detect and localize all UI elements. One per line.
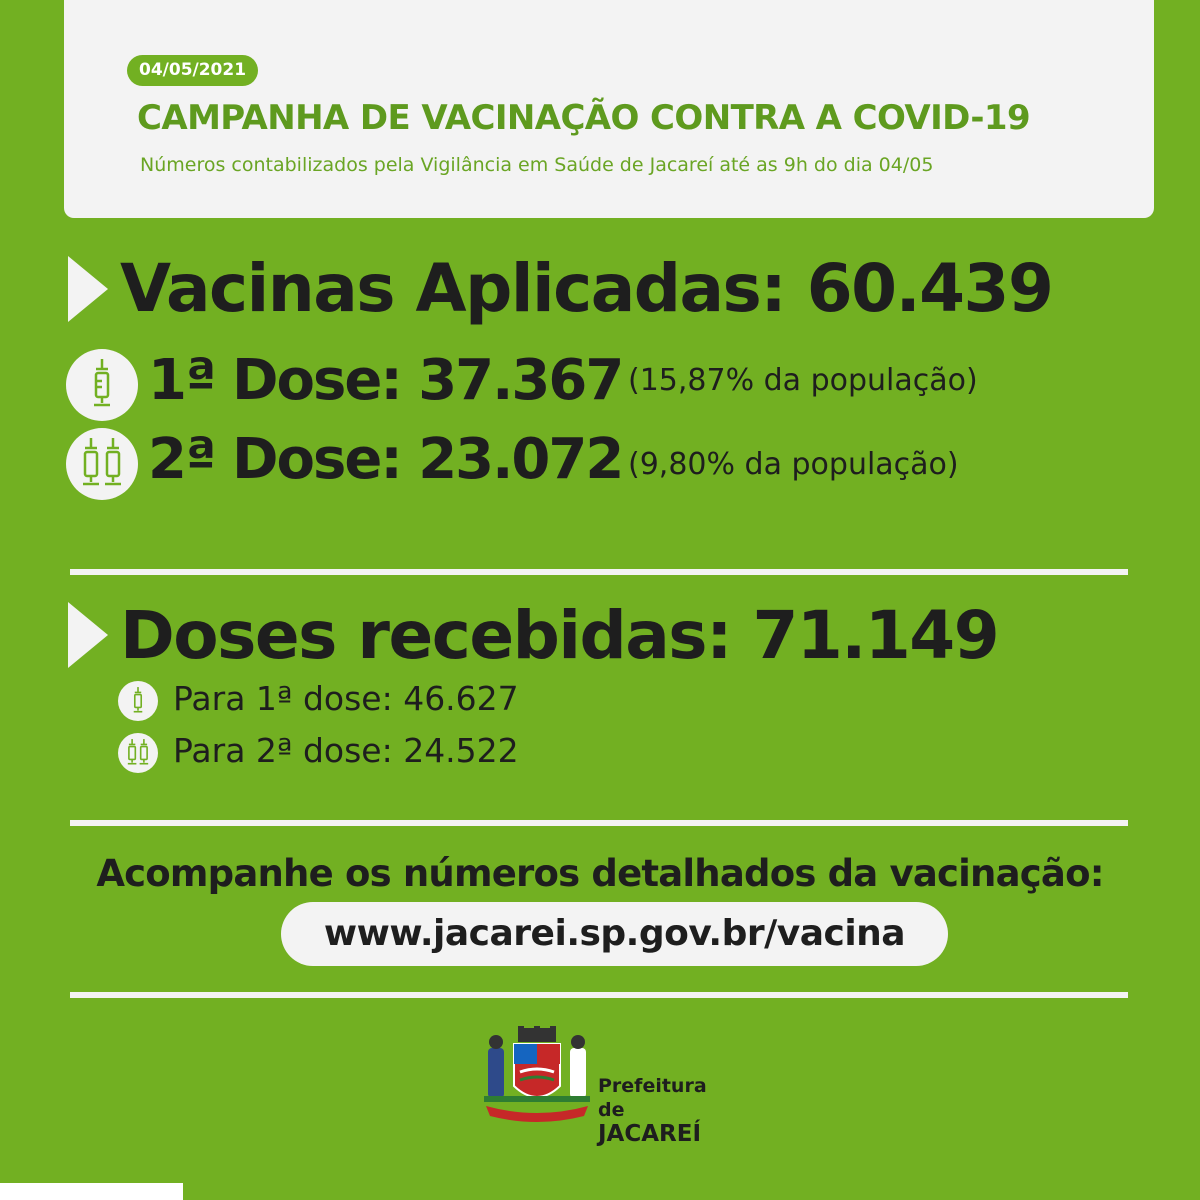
dose1-label: 1ª Dose: [148,348,401,413]
cta-text: Acompanhe os números detalhados da vacinação: [96,852,1104,895]
city-logo [478,1026,738,1147]
dose1-percentage: (15,87% da população) [628,363,978,398]
arrow-icon [68,602,108,668]
vaccine-url-link[interactable]: www.jacarei.sp.gov.br/vacina [281,902,948,966]
dose1-line [148,348,622,413]
logo-text [598,1074,738,1146]
two-syringes-icon [66,428,138,500]
corner-line [180,1183,183,1200]
date-badge: 04/05/2021 [127,55,258,86]
divider [70,820,1128,826]
two-syringes-icon [118,733,158,773]
applied-label: Vacinas Aplicadas: [120,250,786,327]
logo-line2: JACAREÍ [598,1121,702,1147]
received-dose2: Para 2ª dose: 24.522 [173,731,519,770]
page-subtitle: Números contabilizados pela Vigilância em Saúde de Jacareí até as 9h do dia 04/05 [140,154,934,176]
received-dose1: Para 1ª dose: 46.627 [173,679,519,718]
received-label: Doses recebidas: [120,597,731,674]
received-value: 71.149 [752,597,999,674]
dose2-line [148,427,622,492]
coat-of-arms-icon [478,1026,596,1126]
logo-line1: Prefeitura de [598,1075,707,1121]
divider [70,569,1128,575]
corner-mark [0,1183,180,1200]
page-title: CAMPANHA DE VACINAÇÃO CONTRA A COVID-19 [137,98,1031,138]
syringe-icon [66,349,138,421]
dose2-label: 2ª Dose: [148,427,401,492]
applied-value: 60.439 [806,250,1053,327]
syringe-icon [118,681,158,721]
dose2-percentage: (9,80% da população) [628,447,959,482]
dose1-value: 37.367 [418,348,623,413]
applied-heading [120,250,1052,327]
received-heading [120,597,998,674]
divider [70,992,1128,998]
arrow-icon [68,256,108,322]
dose2-value: 23.072 [418,427,623,492]
